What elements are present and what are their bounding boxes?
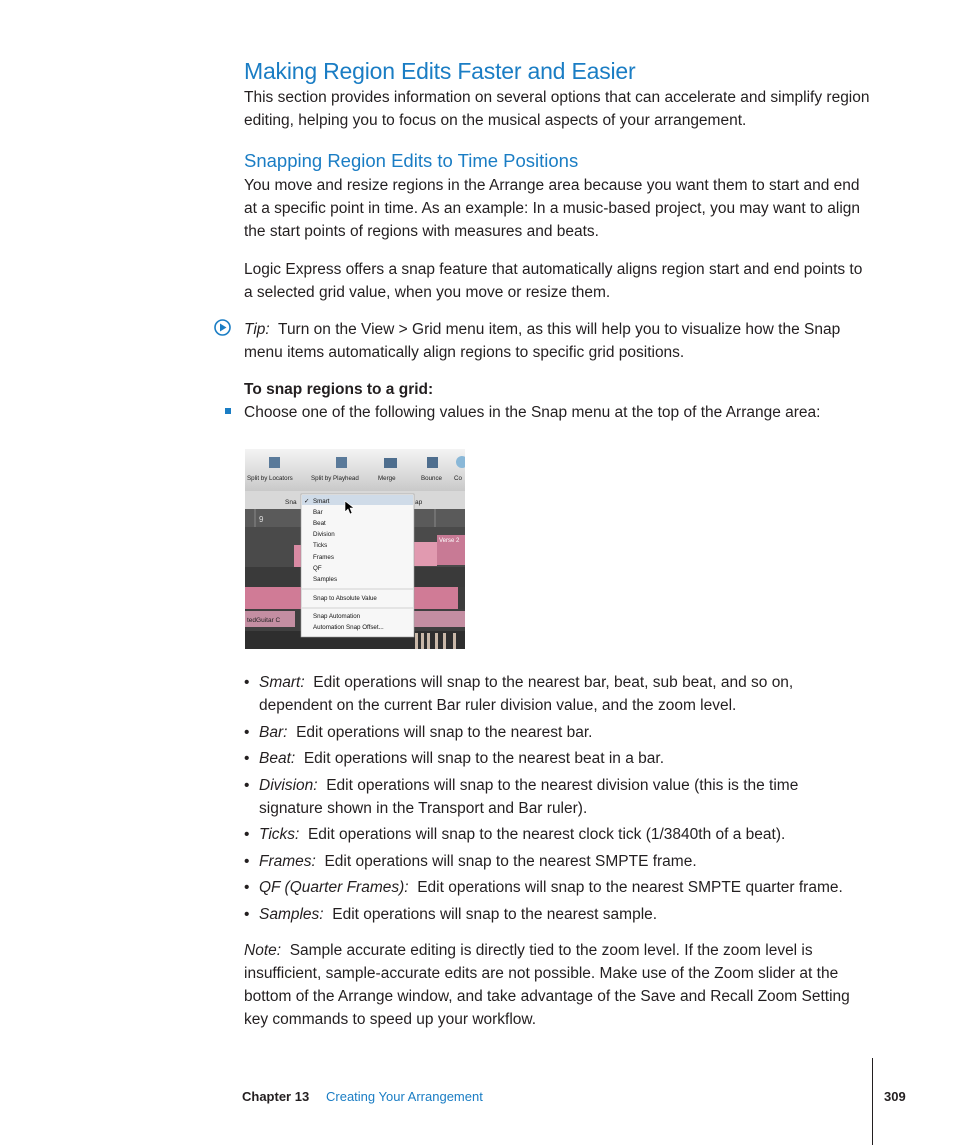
page-number: 309 <box>884 1089 906 1104</box>
menu-item: QF <box>313 565 322 572</box>
list-item: • Ticks: Edit operations will snap to the nearest clock tick (1/3840th of a beat). <box>244 823 864 846</box>
list-item: • Smart: Edit operations will snap to the nearest bar, beat, sub beat, and so on, dependent on the current Bar ruler division value, and the zoom level. <box>244 671 864 717</box>
menu-item: Beat <box>313 520 326 527</box>
snap-options-list <box>244 671 864 929</box>
paragraph-1: You move and resize regions in the Arrange area because you want them to start and end at a specific point in time. As an example: In a music-based project, you may want to align the start points of regions with measures and beats. <box>244 177 861 240</box>
step-text: Choose one of the following values in the Snap menu at the top of the Arrange area: <box>244 404 821 421</box>
footer-chapter: Chapter 13 <box>242 1089 310 1104</box>
intro-paragraph: This section provides information on several options that can accelerate and simplify region editing, helping you to focus on the musical aspects of your arrangement. <box>244 89 870 129</box>
note-paragraph <box>244 939 874 1031</box>
toolbar-label: Co <box>454 475 462 482</box>
menu-item: Snap Automation <box>313 613 361 620</box>
menu-item: Division <box>313 531 335 538</box>
toolbar-label: Split by Playhead <box>311 475 359 482</box>
menu-item: Bar <box>313 509 323 516</box>
list-item: • Frames: Edit operations will snap to the nearest SMPTE frame. <box>244 850 864 873</box>
section-heading: Snapping Region Edits to Time Positions <box>244 150 579 171</box>
toolbar-label: Merge <box>378 475 396 482</box>
note-label: Note: <box>244 942 282 959</box>
list-item: • Bar: Edit operations will snap to the nearest bar. <box>244 721 864 744</box>
drag-label: ap <box>415 499 423 506</box>
snap-label: Sna <box>285 499 297 506</box>
menu-item: Snap to Absolute Value <box>313 595 377 602</box>
tip-label: Tip: <box>244 321 270 338</box>
footer-chapter-title: Creating Your Arrangement <box>326 1089 483 1104</box>
paragraph-2: Logic Express offers a snap feature that automatically aligns region start and end points to a selected grid value, when you move or resize them. <box>244 261 863 301</box>
snap-menu-screenshot <box>245 449 465 649</box>
menu-check-icon: ✓ <box>304 498 310 505</box>
menu-item: Ticks <box>313 542 328 549</box>
region-name: tedGuitar C <box>247 617 281 624</box>
menu-item: Frames <box>313 554 334 561</box>
toolbar-label: Split by Locators <box>247 475 293 482</box>
toolbar-label: Bounce <box>421 475 442 482</box>
region-name: Verse 2 <box>439 538 460 544</box>
list-item: • QF (Quarter Frames): Edit operations will snap to the nearest SMPTE quarter frame. <box>244 876 864 899</box>
menu-item: Automation Snap Offset... <box>313 624 384 631</box>
list-item: • Division: Edit operations will snap to the nearest division value (this is the time signature shown in the Transport and Bar ruler). <box>244 774 864 820</box>
list-item: • Beat: Edit operations will snap to the nearest beat in a bar. <box>244 747 864 770</box>
page-title: Making Region Edits Faster and Easier <box>244 58 636 84</box>
list-item: • Samples: Edit operations will snap to the nearest sample. <box>244 903 864 926</box>
task-heading: To snap regions to a grid: <box>244 381 434 398</box>
tip-arrow-icon <box>214 319 231 336</box>
menu-item: Smart <box>313 498 330 505</box>
tip-paragraph <box>244 318 874 364</box>
step-bullet-icon <box>225 408 231 414</box>
menu-item: Samples <box>313 576 338 583</box>
footer-divider <box>872 1058 873 1145</box>
bar-number: 9 <box>259 515 264 524</box>
note-text: Sample accurate editing is directly tied to the zoom level. If the zoom level is insufficient, sample-accurate edits are not possible. Make use of the Zoom slider at the bottom of the Arrange window, and take advantage of the Save and Recall Zoom Setting key commands to speed up your workflow. <box>244 942 850 1028</box>
tip-text: Turn on the View > Grid menu item, as this will help you to visualize how the Snap menu items automatically align regions to specific grid positions. <box>244 321 841 361</box>
